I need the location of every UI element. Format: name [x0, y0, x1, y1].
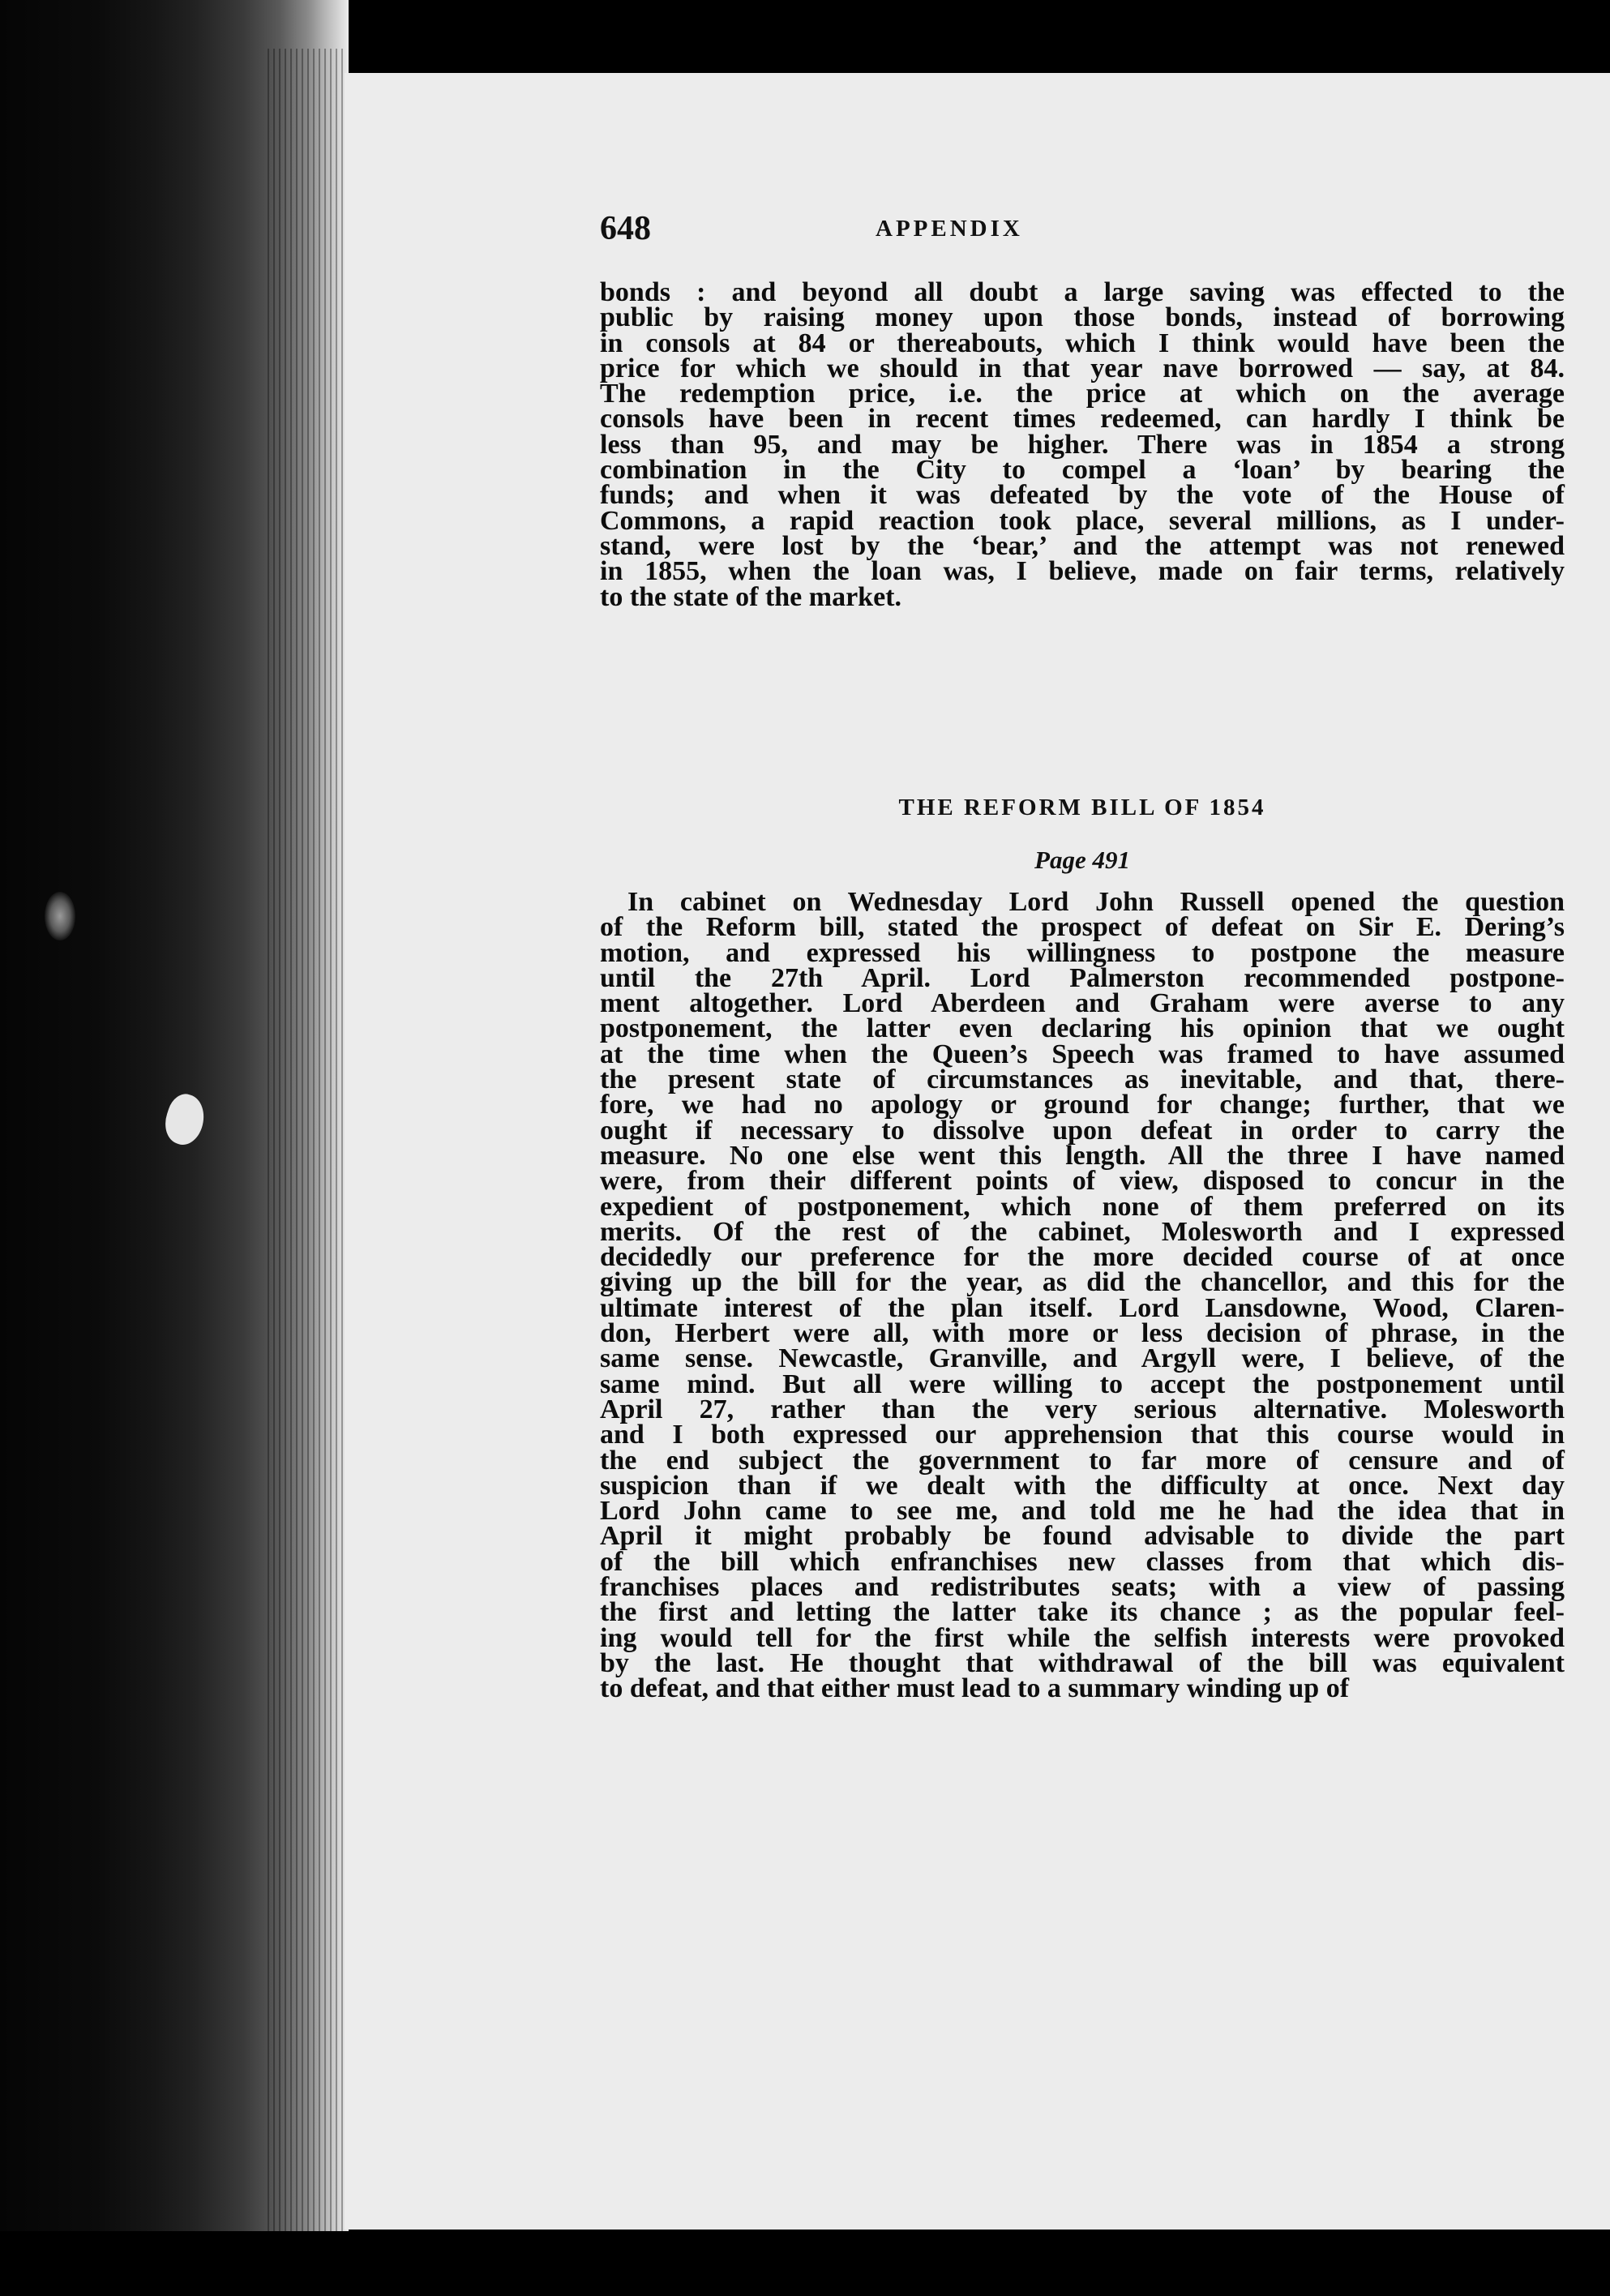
running-title: APPENDIX — [876, 216, 1023, 242]
text-line: were, from their different points of view, disposed to concur in the — [600, 1166, 1565, 1197]
text-line: giving up the bill for the year, as did the chancellor, and this for the — [600, 1267, 1565, 1298]
text-line: fore, we had no apology or ground for change; further, that we — [600, 1090, 1565, 1120]
text-line: ultimate interest of the plan itself. Lord Lansdowne, Wood, Claren- — [600, 1292, 1565, 1323]
text-line: to defeat, and that either must lead to a summary winding up of — [600, 1673, 1350, 1704]
text-line: funds; and when it was defeated by the vote of the House of — [600, 480, 1565, 511]
text-line: stand, were lost by the ‘bear,’ and the attempt was not renewed — [600, 530, 1565, 561]
text-line: consols have been in recent times redeemed, can hardly I think be — [600, 404, 1565, 435]
text-line: at the time when the Queen’s Speech was framed to have assumed — [600, 1039, 1565, 1069]
text-line: of the Reform bill, stated the prospect of defeat on Sir E. Dering’s — [600, 912, 1565, 943]
text-line: of the bill which enfranchises new classes from that which dis- — [600, 1546, 1565, 1577]
text-line: less than 95, and may be higher. There was in 1854 a strong — [600, 429, 1565, 460]
text-line: April 27, rather than the very serious alternative. Molesworth — [600, 1394, 1565, 1424]
scan-bottom-border — [0, 2231, 1610, 2296]
text-line: by the last. He thought that withdrawal of the bill was equivalent — [600, 1647, 1565, 1678]
scan-blemish — [45, 892, 75, 940]
text-line: suspicion than if we dealt with the difficulty at once. Next day — [600, 1470, 1565, 1501]
gutter-page-edges — [268, 49, 345, 2238]
text-line: postponement, the latter even declaring his opinion that we ought — [600, 1013, 1565, 1044]
text-line: to the state of the market. — [600, 581, 901, 612]
text-line: motion, and expressed his willingness to postpone the measure — [600, 937, 1565, 968]
text-line: ought if necessary to dissolve upon defeat in order to carry the — [600, 1115, 1565, 1146]
text-line: in consols at 84 or thereabouts, which I think would have been the — [600, 328, 1565, 358]
text-line: same sense. Newcastle, Granville, and Argyll were, I believe, of the — [600, 1343, 1565, 1374]
section-paragraph — [600, 889, 1565, 1702]
text-line: decidedly our preference for the more decided course of at once — [600, 1242, 1565, 1273]
section-page-reference: Page 491 — [1034, 846, 1130, 874]
text-line: price for which we should in that year nave borrowed — say, at 84. — [600, 353, 1565, 383]
text-line: merits. Of the rest of the cabinet, Molesworth and I expressed — [600, 1216, 1565, 1247]
text-line: ing would tell for the first while the selfish interests were provoked — [600, 1622, 1565, 1653]
text-line: The redemption price, i.e. the price at which on the average — [600, 379, 1565, 409]
text-line: ment altogether. Lord Aberdeen and Graham were averse to any — [600, 988, 1565, 1019]
text-line: the first and letting the latter take its chance ; as the popular feel- — [600, 1597, 1565, 1628]
text-line: same mind. But all were willing to accept the postponement until — [600, 1369, 1565, 1399]
text-line: don, Herbert were all, with more or less decision of phrase, in the — [600, 1318, 1565, 1349]
continuation-paragraph — [600, 277, 1565, 612]
text-line: Lord John came to see me, and told me he had the idea that in — [600, 1496, 1565, 1527]
text-line: expedient of postponement, which none of them preferred on its — [600, 1191, 1565, 1222]
page-number: 648 — [600, 210, 651, 247]
running-head — [600, 209, 1565, 250]
text-line: and I both expressed our apprehension that this course would in — [600, 1420, 1565, 1450]
text-line: the present state of circumstances as inevitable, and that, there- — [600, 1064, 1565, 1095]
text-line: in 1855, when the loan was, I believe, made on fair terms, relatively — [600, 556, 1565, 587]
text-line: until the 27th April. Lord Palmerston recommended postpone- — [600, 962, 1565, 993]
text-line: measure. No one else went this length. All the three I have named — [600, 1140, 1565, 1171]
text-line: bonds : and beyond all doubt a large saving was effected to the — [600, 277, 1565, 307]
text-line: combination in the City to compel a ‘loan’ by bearing the — [600, 455, 1565, 486]
text-line: public by raising money upon those bonds, instead of borrowing — [600, 302, 1565, 333]
text-line: April it might probably be found advisable to divide the part — [600, 1521, 1565, 1552]
text-line: the end subject the government to far more of censure and of — [600, 1445, 1565, 1476]
text-line: Commons, a rapid reaction took place, several millions, as I under- — [600, 505, 1565, 536]
text-line: franchises places and redistributes seats; with a view of passing — [600, 1572, 1565, 1603]
section-heading: THE REFORM BILL OF 1854 — [898, 795, 1266, 820]
text-line: In cabinet on Wednesday Lord John Russell opened the question — [627, 887, 1565, 917]
